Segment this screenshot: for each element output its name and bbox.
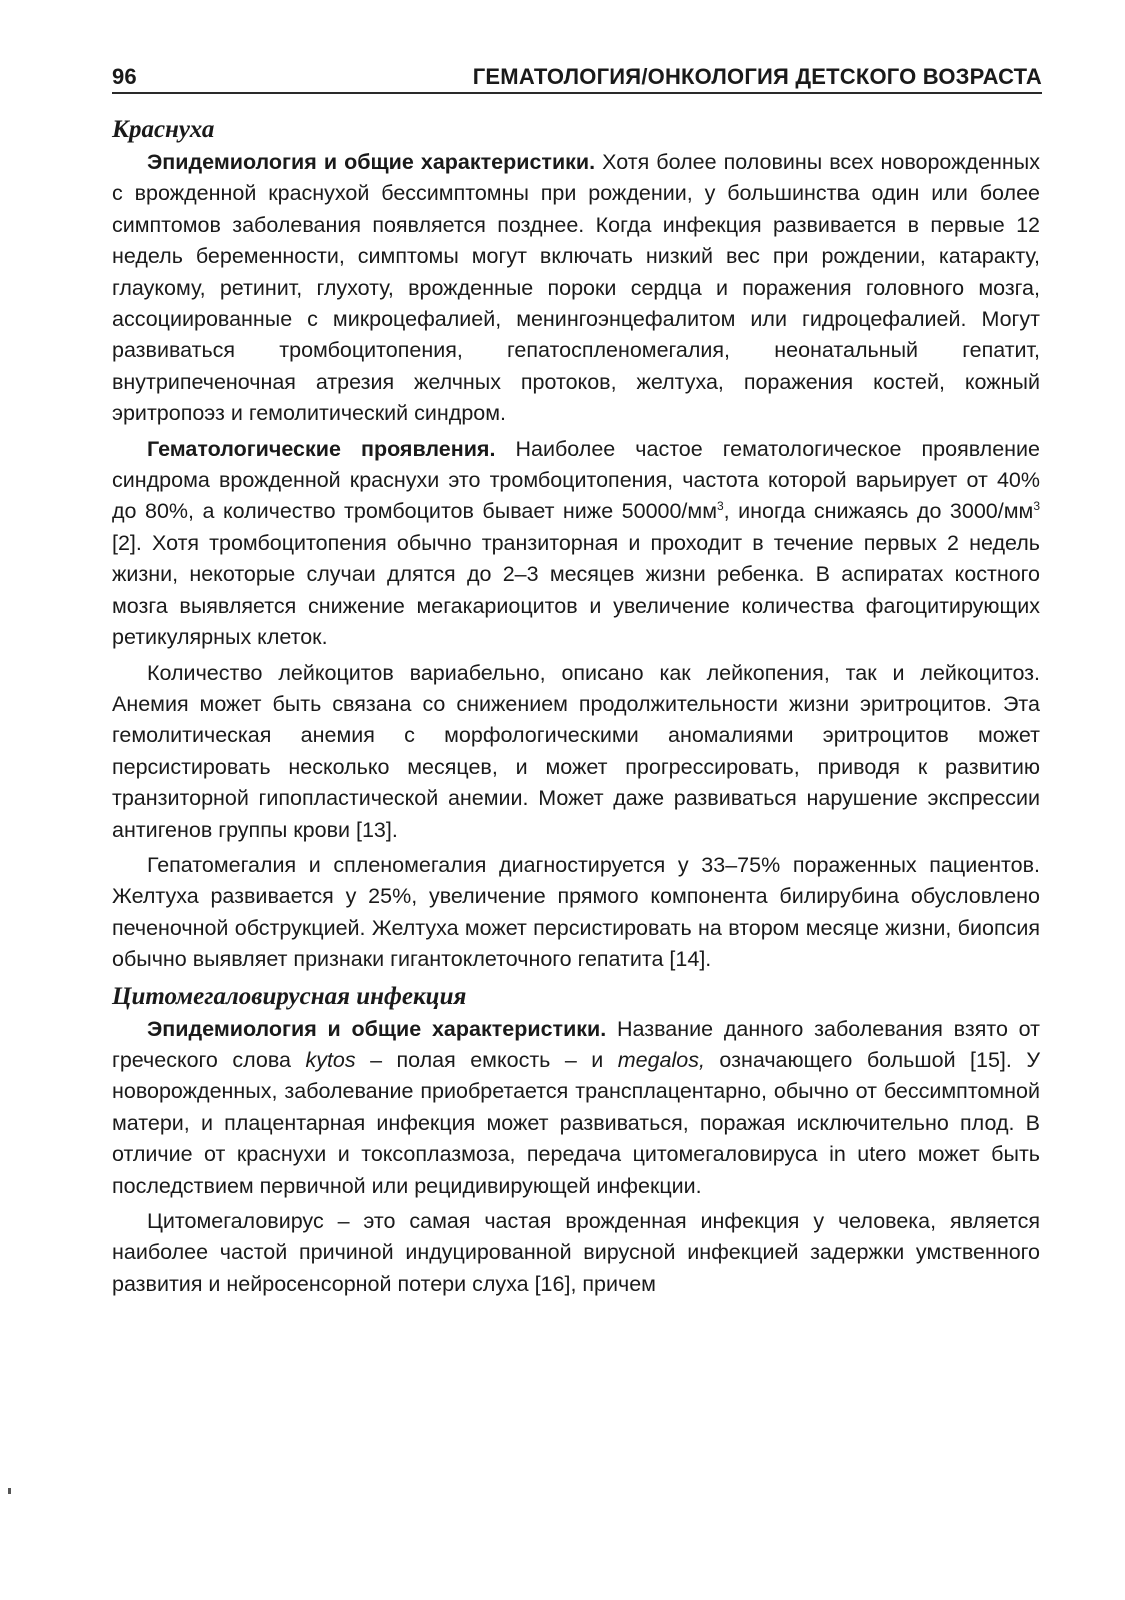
paragraph-cmv-frequency: Цитомегаловирус – это самая частая врожденная инфекция у человека, является наиболее частой причиной индуцированной вирусной инфекцией задержки умственного развития и нейросенсорной потери слуха [16], причем [112, 1209, 1040, 1296]
scan-speck [8, 1488, 11, 1494]
paragraph-text: [2]. Хотя тромбоцитопения обычно транзиторная и проходит в течение первых 2 недель жизни, некоторые случаи длятся до 2–3 месяцев жизни ребенка. В аспиратах костного мозга выявляется снижение мегакариоцитов и увеличение количества фагоцитирующих ретикулярных клеток. [112, 530, 1040, 650]
paragraph-text: Название данного заболевания взято от греческого слова [112, 1016, 1040, 1072]
paragraph-epidemiology-rubella [112, 147, 1040, 430]
term-kytos: kytos [305, 1047, 356, 1072]
header-divider [112, 92, 1042, 94]
paragraph-lead: Эпидемиология и общие характеристики. [147, 1016, 607, 1041]
superscript: 3 [716, 499, 724, 514]
paragraph-text: означающего большой [15]. У новорожденных, заболевание приобретается трансплацентарно, обычно от бессимптомной матери, и плацентарная инфекция может развиваться, поражая исключительно плод. В отличие от краснухи и токсоплазмоза, передача цитомегаловируса in utero может быть последствием первичной или рецидивирующей инфекции. [112, 1047, 1040, 1198]
paragraph-hematologic [112, 434, 1040, 654]
paragraph-epidemiology-cmv [112, 1014, 1040, 1202]
paragraph-text: – полая емкость – и [355, 1047, 618, 1072]
page-body [112, 113, 1040, 1304]
paragraph-hepatomegaly: Гепатомегалия и спленомегалия диагностируется у 33–75% пораженных пациентов. Желтуха развивается у 25%, увеличение прямого компонента билирубина обусловлено печеночной обструкцией. Желтуха может персистировать на втором месяце жизни, биопсия обычно выявляет признаки гигантоклеточного гепатита [14]. [112, 852, 1040, 972]
running-header [112, 58, 1042, 90]
superscript: 3 [1033, 499, 1040, 514]
section-title-rubella: Краснуха [112, 116, 215, 143]
section-title-cmv: Цитомегаловирусная инфекция [112, 982, 467, 1010]
page-number: 96 [112, 64, 137, 89]
paragraph-lead: Гематологические проявления. [147, 436, 496, 461]
paragraph-text: , иногда снижаясь до 3000/мм [723, 499, 1034, 524]
paragraph-text: Наиболее частое гематологическое проявление синдрома врожденной краснухи это тромбоцитопения, частота которой варьирует от 40% до 80%, а количество тромбоцитов бывает ниже 50000/мм [112, 436, 1041, 524]
running-title: ГЕМАТОЛОГИЯ/ОНКОЛОГИЯ ДЕТСКОГО ВОЗРАСТА [472, 64, 1042, 89]
term-megalos: megalos, [617, 1047, 705, 1072]
paragraph-leukocytes: Количество лейкоцитов вариабельно, описано как лейкопения, так и лейкоцитоз. Анемия может быть связана со снижением продолжительности жизни эритроцитов. Эта гемолитическая анемия с морфологическими аномалиями эритроцитов может персистировать несколько месяцев, и может прогрессировать, приводя к развитию транзиторной гипопластической анемии. Может даже развиваться нарушение экспрессии антигенов группы крови [13]. [112, 660, 1040, 842]
paragraph-text: Хотя более половины всех новорожденных с врожденной краснухой бессимптомны при рождении, у большинства один или более симптомов заболевания появляется позднее. Когда инфекция развивается в первые 12 недель беременности, симптомы могут включать низкий вес при рождении, катаракту, глаукому, ретинит, глухоту, врожденные пороки сердца и поражения головного мозга, ассоциированные с микроцефалией, менингоэнцефалитом или гидроцефалией. Могут развиваться тромбоцитопения, гепатоспленомегалия, неонатальный гепатит, внутрипеченочная атрезия желчных протоков, желтуха, поражения костей, кожный эритропоэз и гемолитический синдром. [112, 150, 1040, 426]
paragraph-lead: Эпидемиология и общие характеристики. [147, 150, 596, 174]
